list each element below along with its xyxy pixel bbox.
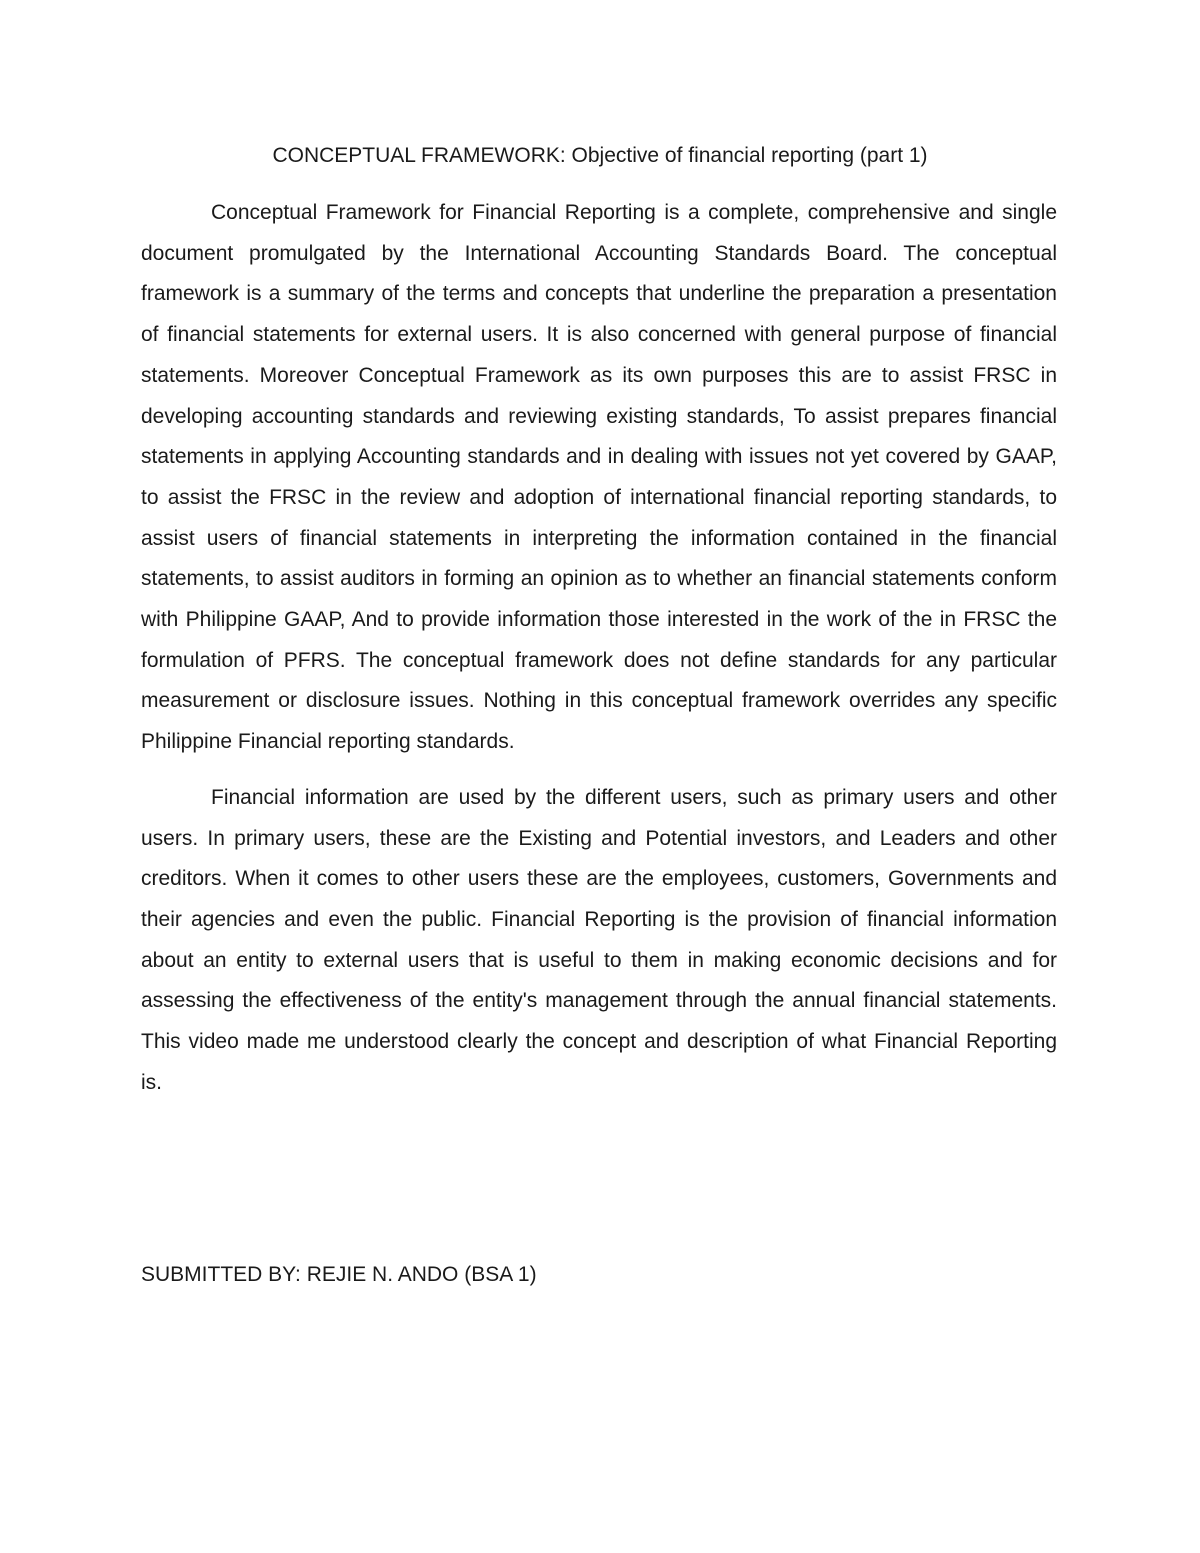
submitted-by-signature: SUBMITTED BY: REJIE N. ANDO (BSA 1) (141, 1263, 537, 1286)
paragraph-financial-information-users: Financial information are used by the different users, such as primary users and other users. In primary users, these are the Existing and Potential investors, and Leaders and other creditors. When it comes to other users these are the employees, customers, Governments and their agencies and even the public. Financial Reporting is the provision of financial information about an entity to external users that is useful to them in making economic decisions and for assessing the effectiveness of the entity's management through the annual financial statements. This video made me understood clearly the concept and description of what Financial Reporting is. (141, 785, 1057, 1094)
document-body (141, 193, 1057, 1103)
paragraph-conceptual-framework: Conceptual Framework for Financial Reporting is a complete, comprehensive and single document promulgated by the International Accounting Standards Board. The conceptual framework is a summary of the terms and concepts that underline the preparation a presentation of financial statements for external users. It is also concerned with general purpose of financial statements. Moreover Conceptual Framework as its own purposes this are to assist FRSC in developing accounting standards and reviewing existing standards, To assist prepares financial statements in applying Accounting standards and in dealing with issues not yet covered by GAAP, to assist the FRSC in the review and adoption of international financial reporting standards, to assist users of financial statements in interpreting the information contained in the financial statements, to assist auditors in forming an opinion as to whether an financial statements conform with Philippine GAAP, And to provide information those interested in the work of the in FRSC the formulation of PFRS. The conceptual framework does not define standards for any particular measurement or disclosure issues. Nothing in this conceptual framework overrides any specific Philippine Financial reporting standards. (141, 201, 1057, 754)
document-title: CONCEPTUAL FRAMEWORK: Objective of financial reporting (part 1) (272, 144, 928, 167)
